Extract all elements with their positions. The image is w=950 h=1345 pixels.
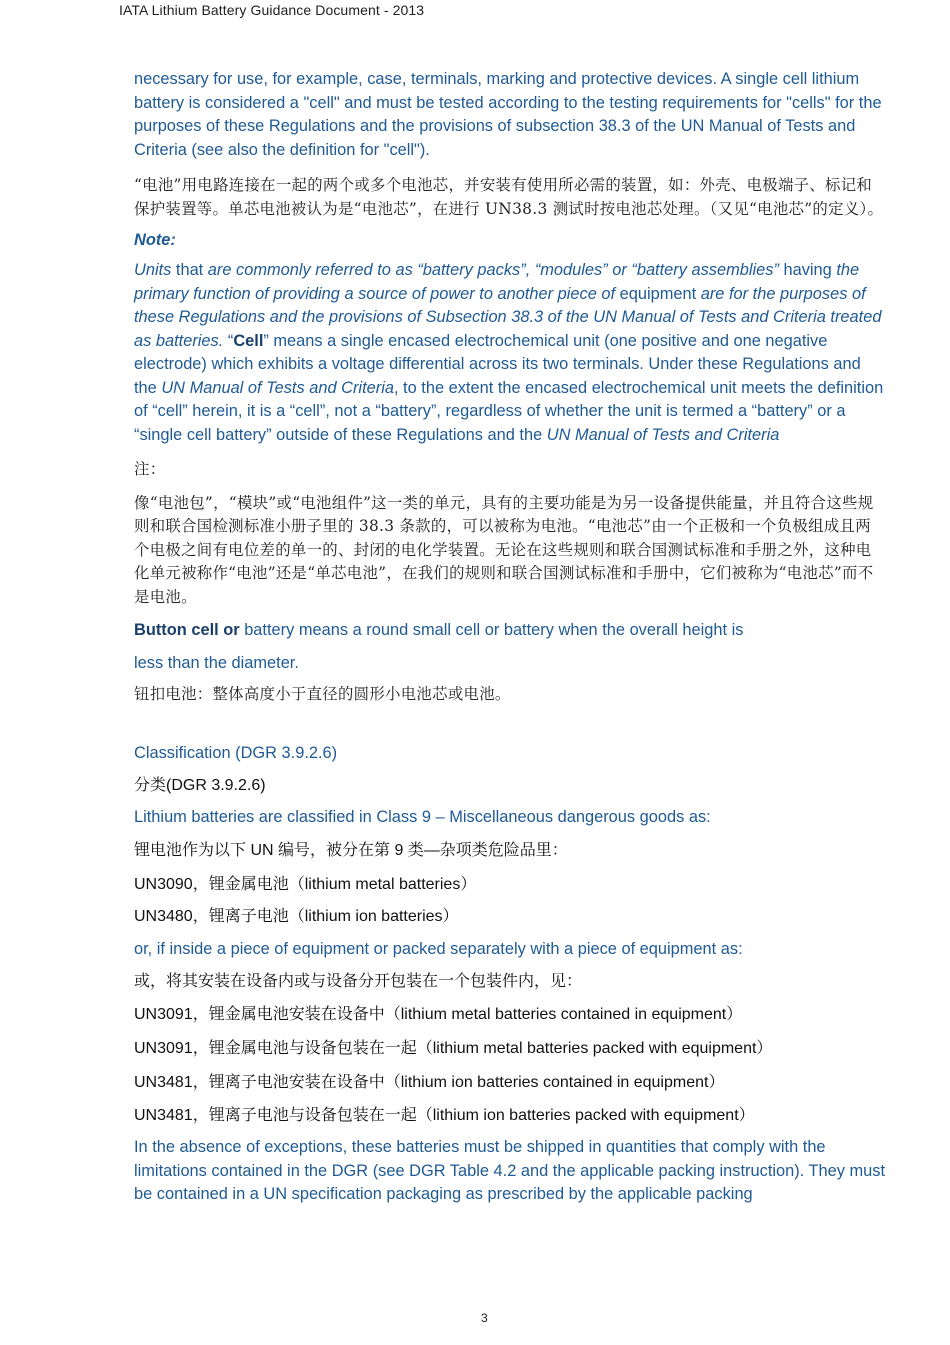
equipment-intro-cn: 或，将其安装在设备内或与设备分开包装在一个包装件内，见： [134, 973, 583, 990]
note-text-segment: UN Manual of Tests and Criteria [161, 378, 394, 397]
shipping-requirements-paragraph: In the absence of exceptions, these batteries must be shipped in quantities that comply with the limitations contained in the DGR (see DGR Table 4.2 and the applicable packing instruction). They must be contained in a UN specification packaging as prescribed by the applicable packing [134, 1138, 886, 1203]
button-cell-definition-cn: 钮扣电池：整体高度小于直径的圆形小电池芯或电池。 [134, 685, 511, 703]
equipment-intro-en: or, if inside a piece of equipment or packed separately with a piece of equipment as: [134, 939, 743, 958]
page-content [134, 68, 886, 1207]
note-label-cn: 注： [134, 460, 166, 478]
note-text-segment: equipment [615, 284, 701, 303]
classification-heading-en: Classification (DGR 3.9.2.6) [134, 743, 338, 762]
classification-intro-en: Lithium batteries are classified in Class 9 – Miscellaneous dangerous goods as: [134, 808, 711, 826]
note-paragraph-en [134, 259, 886, 447]
note-label: Note: [134, 231, 176, 249]
note-text-segment: UN Manual of Tests and Criteria [546, 425, 780, 444]
button-cell-definition-en [134, 619, 886, 643]
paragraph-battery-definition-en: necessary for use, for example, case, terminals, marking and protective devices. A single cell lithium battery is considered a "cell" and must be tested according to the testing requirements for "cells" for the purposes of these Regulations and the provisions of subsection 38.3 of the UN Manual of Tests and Criteria (see also the definition for "cell"). [134, 70, 882, 159]
un-list-item: UN3481，锂离子电池与设备包装在一起（lithium ion batteries packed with equipment） [134, 1107, 755, 1124]
un-list-item: UN3480，锂离子电池（lithium ion batteries） [134, 907, 459, 925]
button-cell-text: battery means a round small cell or battery when the overall height is [239, 621, 744, 639]
note-text-segment: , to the extent the encased electrochemical unit meets the definition of “cell” herein, it is a “cell”, not a “battery”, regardless of whether the unit is termed a “battery” or a “single cell battery” outside of these Regulations and the [134, 378, 884, 444]
un-list-item: UN3091，锂金属电池与设备包装在一起（lithium metal batteries packed with equipment） [134, 1040, 773, 1057]
note-text-segment: ” means a single encased electrochemical unit (one positive and one negative electrode) which exhibits a voltage differential across its two terminals. Under these Regulations and the [134, 331, 861, 397]
un-list-item: UN3091，锂金属电池安装在设备中（lithium metal batteries contained in equipment） [134, 1006, 743, 1023]
note-text-segment: “ [223, 331, 234, 350]
running-header: IATA Lithium Battery Guidance Document - 2013 [119, 2, 425, 18]
button-cell-definition-en-line2: less than the diameter. [134, 653, 299, 672]
un-list-item: UN3481，锂离子电池安装在设备中（lithium ion batteries contained in equipment） [134, 1074, 725, 1091]
button-cell-term: Button cell or [134, 621, 240, 639]
note-text-segment: having [778, 261, 837, 279]
note-text-segment: Units [134, 261, 172, 279]
classification-intro-cn: 锂电池作为以下 UN 编号，被分在第 9 类—杂项类危险品里： [134, 841, 568, 859]
cell-term: Cell [233, 331, 264, 350]
note-text-segment: are for the purposes of these Regulations and the provisions of Subsection 38.3 of the UN Manual of Tests and Criteria treated as batteries. [134, 284, 882, 350]
un-list-item: UN3090，锂金属电池（lithium metal batteries） [134, 875, 477, 893]
classification-heading-cn: 分类(DGR 3.9.2.6) [134, 777, 266, 794]
note-paragraph-cn: 像“电池包”，“模块”或“电池组件”这一类的单元，具有的主要功能是为另一设备提供能量，并且符合这些规则和联合国检测标准小册子里的 38.3 条款的，可以被称为电池。“电池芯”由一个正极和一个负极组成且两个电极之间有电位差的单一的、封闭的电化学装置。无论在这些规则和联合国测试标准和手册之外，这种电化单元被称作“电池”还是“单芯电池”，在我们的规则和联合国测试标准和手册中，它们被称为“电池芯”而不是电池。 [134, 493, 874, 606]
page-number: 3 [481, 1311, 488, 1325]
note-text-segment: the primary function of providing a source of power to another piece of [134, 261, 860, 303]
note-text-segment: are commonly referred to as “battery packs”, “modules” or “battery assemblies” [207, 261, 779, 279]
paragraph-battery-definition-cn: “电池”用电路连接在一起的两个或多个电池芯，并安装有使用所必需的装置，如：外壳、电极端子、标记和保护装置等。单芯电池被认为是“电池芯”，在进行 UN38.3 测试时按电池芯处理。（又见“电池芯”的定义）。 [134, 176, 884, 218]
note-text-segment: that [171, 261, 208, 279]
